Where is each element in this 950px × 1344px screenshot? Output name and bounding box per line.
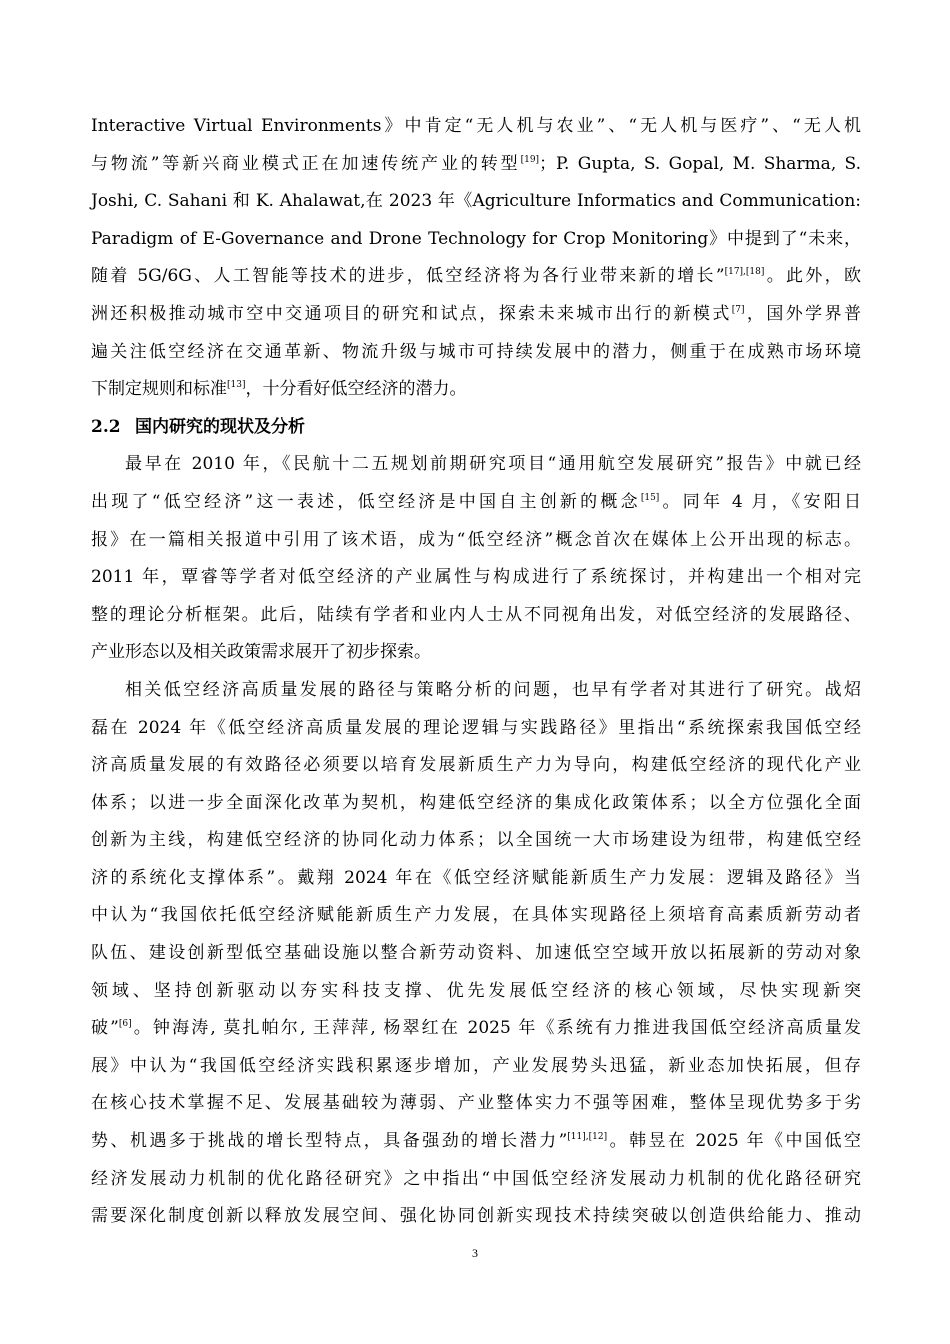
line-text: 势、机遇多于挑战的增长型特点，具备强劲的增长潜力” bbox=[91, 1131, 568, 1152]
line-text: 队伍、建设创新型低空基础设施以整合新劳动资料、加速低空空域开放以拓展新的劳动对象 bbox=[91, 943, 861, 964]
line-text-continued: ，十分看好低空经济的潜力。 bbox=[245, 379, 467, 400]
paragraph-domestic-origin bbox=[91, 446, 861, 672]
text-line bbox=[91, 597, 861, 635]
line-text-continued: ，国外学界普 bbox=[744, 303, 862, 324]
line-text: 需要深化制度创新以释放发展空间、强化协同创新实现技术持续突破以创造供给能力、推动 bbox=[91, 1206, 861, 1227]
text-line bbox=[91, 108, 861, 146]
citation-ref: [19] bbox=[520, 154, 540, 165]
text-line bbox=[91, 296, 861, 334]
line-text: 创新为主线，构建低空经济的协同化动力体系；以全国统一大市场建设为纽带，构建低空经 bbox=[91, 830, 861, 851]
text-line bbox=[91, 935, 861, 973]
text-line bbox=[91, 710, 861, 748]
text-line bbox=[91, 258, 861, 296]
line-text: 产业形态以及相关政策需求展开了初步探索。 bbox=[91, 642, 431, 663]
text-line bbox=[91, 860, 861, 898]
line-text: Interactive Virtual Environments》中肯定“无人机与农业”、“无人机与医疗”、“无人机 bbox=[91, 116, 861, 136]
text-line bbox=[91, 371, 861, 409]
paragraph-foreign-research-continued bbox=[91, 108, 861, 409]
text-line bbox=[91, 747, 861, 785]
page-number: 3 bbox=[472, 1246, 478, 1260]
line-text: 2011 年，覃睿等学者对低空经济的产业属性与构成进行了系统探讨，并构建出一个相对完 bbox=[91, 567, 861, 588]
text-line bbox=[91, 1048, 861, 1086]
text-line bbox=[91, 1198, 861, 1236]
line-text: 报》在一篇相关报道中引用了该术语，成为“低空经济”概念首次在媒体上公开出现的标志。 bbox=[91, 529, 861, 550]
line-text: 经济发展动力机制的优化路径研究》之中指出“中国低空经济发展动力机制的优化路径研究 bbox=[91, 1168, 861, 1189]
line-text-continued: 。此外，欧 bbox=[764, 266, 861, 287]
citation-ref: [13] bbox=[227, 380, 246, 391]
text-line bbox=[91, 484, 861, 522]
line-text: 洲还积极推动城市空中交通项目的研究和试点，探索未来城市出行的新模式 bbox=[91, 303, 732, 324]
citation-ref: [11],[12] bbox=[567, 1132, 608, 1143]
text-line bbox=[91, 1123, 861, 1161]
text-line bbox=[91, 146, 861, 184]
line-text: 济的系统化支撑体系”。戴翔 2024 年在《低空经济赋能新质生产力发展：逻辑及路径》当 bbox=[91, 867, 861, 888]
line-text-continued: 。韩昱在 2025 年《中国低空 bbox=[607, 1131, 861, 1152]
citation-ref: [17],[18] bbox=[724, 267, 765, 278]
line-text: 下制定规则和标准 bbox=[91, 379, 227, 400]
line-text: 破” bbox=[91, 1018, 119, 1039]
line-text: 体系；以进一步全面深化改革为契机，构建低空经济的集成化政策体系；以全方位强化全面 bbox=[91, 792, 861, 813]
line-text: 磊在 2024 年《低空经济高质量发展的理论逻辑与实践路径》里指出“系统探索我国低空经 bbox=[91, 717, 861, 738]
text-line bbox=[91, 672, 861, 710]
section-title: 国内研究的现状及分析 bbox=[135, 416, 305, 437]
line-text: 领域、坚持创新驱动以夯实科技支撑、优先发展低空经济的核心领域，尽快实现新突 bbox=[91, 980, 861, 1001]
text-line bbox=[91, 973, 861, 1011]
text-line bbox=[91, 822, 861, 860]
line-text: 整的理论分析框架。此后，陆续有学者和业内人士从不同视角出发，对低空经济的发展路径、 bbox=[91, 604, 861, 625]
line-text: Paradigm of E-Governance and Drone Technology for Crop Monitoring》中提到了“未来， bbox=[91, 228, 861, 249]
text-line bbox=[91, 183, 861, 221]
section-heading bbox=[91, 409, 861, 447]
line-text: 济高质量发展的有效路径必须要以培育发展新质生产力为导向，构建低空经济的现代化产业 bbox=[91, 755, 861, 776]
line-text: 与物流”等新兴商业模式正在加速传统产业的转型 bbox=[91, 153, 521, 174]
line-text: 在核心技术掌握不足、发展基础较为薄弱、产业整体实力不强等困难，整体呈现优势多于劣 bbox=[91, 1093, 861, 1114]
text-line bbox=[91, 446, 861, 484]
citation-ref: [7] bbox=[731, 304, 745, 315]
line-text-continued: 。钟海涛, 莫扎帕尔, 王萍萍, 杨翠红在 2025 年《系统有力推进我国低空经济高质量发 bbox=[131, 1018, 861, 1039]
line-text: Joshi, C. Sahani 和 K. Ahalawat,在 2023 年《Agriculture Informatics and Communication: bbox=[91, 191, 861, 212]
text-line bbox=[91, 1085, 861, 1123]
line-text: 相关低空经济高质量发展的路径与策略分析的问题，也早有学者对其进行了研究。战炤 bbox=[125, 679, 861, 700]
line-text: 出现了“低空经济”这一表述，低空经济是中国自主创新的概念 bbox=[91, 491, 641, 512]
text-line bbox=[91, 522, 861, 560]
text-line bbox=[91, 634, 861, 672]
line-text-continued: ；P. Gupta, S. Gopal, M. Sharma, S. bbox=[539, 153, 861, 174]
text-line bbox=[91, 559, 861, 597]
text-line bbox=[91, 334, 861, 372]
section-number: 2.2 bbox=[91, 416, 121, 437]
line-text: 最早在 2010 年，《民航十二五规划前期研究项目“通用航空发展研究”报告》中就已经 bbox=[125, 454, 861, 475]
page-body bbox=[91, 108, 861, 1236]
paragraph-development-path bbox=[91, 672, 861, 1236]
text-line bbox=[91, 1010, 861, 1048]
text-line bbox=[91, 221, 861, 259]
line-text-continued: 。同年 4 月，《安阳日 bbox=[659, 491, 861, 512]
line-text: 遍关注低空经济在交通革新、物流升级与城市可持续发展中的潜力，侧重于在成熟市场环境 bbox=[91, 341, 861, 362]
line-text: 随着 5G/6G、人工智能等技术的进步，低空经济将为各行业带来新的增长” bbox=[91, 266, 725, 287]
citation-ref: [15] bbox=[640, 492, 660, 503]
text-line bbox=[91, 785, 861, 823]
text-line bbox=[91, 1161, 861, 1199]
text-line bbox=[91, 897, 861, 935]
line-text: 展》中认为“我国低空经济实践积累逐步增加，产业发展势头迅猛，新业态加快拓展，但存 bbox=[91, 1055, 861, 1076]
line-text: 中认为“我国依托低空经济赋能新质生产力发展，在具体实现路径上须培育高素质新劳动者 bbox=[91, 905, 861, 926]
citation-ref: [6] bbox=[118, 1019, 132, 1030]
